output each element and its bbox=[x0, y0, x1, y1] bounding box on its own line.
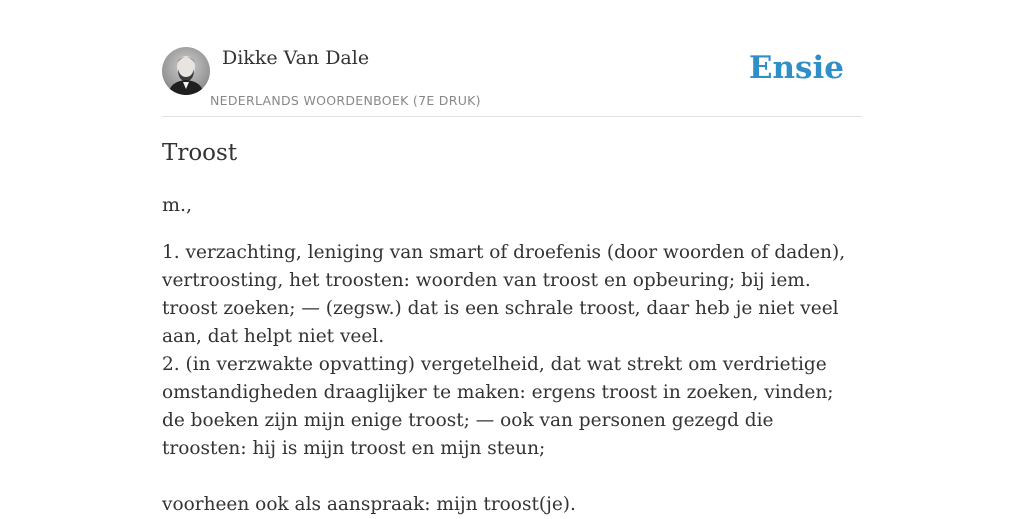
paragraph-spacer bbox=[162, 463, 862, 491]
entry-title: Troost bbox=[162, 140, 238, 166]
grammatical-gender: m., bbox=[162, 194, 193, 216]
definition-item: 2. (in verzwakte opvatting) vergetelheid, dat wat strekt om verdrietige omstandigheden draaglijker te maken: ergens troost in zoeken, vinden; de boeken zijn mijn enige troost; — ook van personen gezegd die troosten: hij is mijn troost en mijn steun; bbox=[162, 354, 834, 459]
header bbox=[162, 46, 862, 117]
source-label[interactable]: NEDERLANDS WOORDENBOEK (7E DRUK) bbox=[210, 93, 481, 108]
definition-item: voorheen ook als aanspraak: mijn troost(je). bbox=[162, 494, 576, 515]
brand-logo[interactable]: Ensie bbox=[748, 50, 844, 86]
definition-text bbox=[162, 239, 862, 519]
author-avatar[interactable] bbox=[162, 47, 210, 95]
portrait-icon bbox=[162, 47, 210, 95]
definition-item: 1. verzachting, leniging van smart of droefenis (door woorden of daden), vertroosting, het troosten: woorden van troost en opbeuring; bij iem. troost zoeken; — (zegsw.) dat is een schrale troost, daar heb je niet veel aan, dat helpt niet veel. bbox=[162, 242, 846, 347]
author-name[interactable]: Dikke Van Dale bbox=[222, 47, 370, 69]
